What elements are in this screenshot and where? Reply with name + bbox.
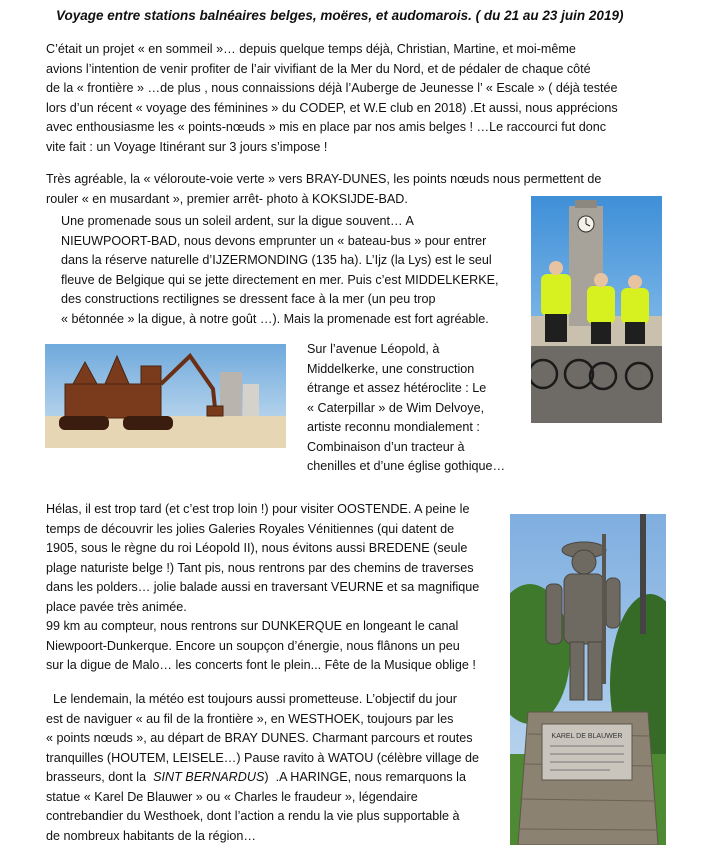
text-line: C’était un projet « en sommeil »… depuis quelque temps déjà, Christian, Martine, et moi-même	[46, 42, 576, 56]
text-line: contrebandier du Westhoek, dont l’action a rendu la vie plus supportable à	[46, 809, 460, 823]
text-line: Hélas, il est trop tard (et c’est trop loin !) pour visiter OOSTENDE. A peine le	[46, 502, 470, 516]
text-line: NIEUWPOORT-BAD, nous devons emprunter un « bateau-bus » pour entrer	[61, 233, 487, 248]
text-line: « Caterpillar » de Wim Delvoye,	[307, 400, 485, 415]
text-line: chenilles et d’une église gothique…	[307, 459, 506, 473]
text-line: lors d’un récent « voyage des féminines » du CODEP, et W.E club en 2018) .Et aussi, nous apprécions	[46, 100, 618, 115]
text-line: vite fait : un Voyage Itinérant sur 3 jours s’impose !	[46, 139, 328, 154]
text-line: statue « Karel De Blauwer » ou « Charles le fraudeur », légendaire	[46, 789, 418, 804]
plaque-text: KAREL DE BLAUWER	[551, 733, 623, 740]
text-line: avec enthousiasme les « points-nœuds » mis en place par nos amis belges ! …Le raccourci fut donc	[46, 120, 607, 134]
text-line	[46, 768, 479, 788]
text-line: Le lendemain, la météo est toujours aussi prometteuse. L’objectif du jour	[46, 692, 457, 706]
text-line: avions l’intention de venir profiter de l’air vivifiant de la Mer du Nord, et de pédaler de chaque côté	[46, 61, 591, 76]
text-line: Très agréable, la « véloroute-voie verte » vers BRAY-DUNES, les points nœuds nous permettent de	[46, 172, 602, 186]
text-line: Combinaison d’un tracteur à	[307, 439, 465, 454]
text-fragment: brasseurs, dont la	[46, 770, 154, 784]
sint-bernardus-text: SINT BERNARDUS	[153, 770, 265, 784]
paragraph-veloroute	[46, 170, 601, 209]
caterpillar-sculpture-photo	[45, 344, 286, 448]
text-line: « bétonnée » la digue, à notre goût …). Mais la promenade est fort agréable.	[61, 311, 489, 326]
text-line: fleuve de Belgique qui se jette directement en mer. Puis c’est MIDDELKERKE,	[61, 272, 499, 287]
text-line: des constructions rectilignes se dressent face à la mer (un peu trop	[61, 292, 436, 306]
text-line: étrange et assez hétéroclite : Le	[307, 381, 487, 395]
text-line: de nombreux habitants de la région…	[46, 828, 257, 843]
paragraph-intro	[46, 40, 618, 157]
text-fragment: ) .A HARINGE, nous remarquons la	[264, 770, 466, 784]
text-line: place pavée très animée.	[46, 599, 187, 614]
text-line: rouler « en musardant », premier arrêt- photo à KOKSIJDE-BAD.	[46, 191, 408, 206]
text-line: plage naturiste belge !) Tant pis, nous rentrons par des chemins de traverses	[46, 560, 474, 575]
text-line: artiste reconnu mondialement :	[307, 420, 480, 434]
page-title: Voyage entre stations balnéaires belges, moëres, et audomarois. ( du 21 au 23 juin 2019)	[56, 8, 624, 23]
paragraph-oostende	[46, 500, 479, 676]
text-line: 99 km au compteur, nous rentrons sur DUNKERQUE en longeant le canal	[46, 619, 459, 633]
text-line: 1905, sous le règne du roi Léopold II), nous évitons aussi BREDENE (seule	[46, 541, 468, 555]
paragraph-caterpillar	[307, 340, 505, 477]
text-line: Niewpoort-Dunkerque. Encore un soupçon d’énergie, nous flânons un peu	[46, 638, 460, 653]
text-line: de la « frontière » …de plus , nous connaissions déjà l’Auberge de Jeunesse l’ « Escale » ( déjà testée	[46, 81, 618, 95]
text-line: dans la réserve naturelle d’IJZERMONDING (135 ha). L’Ijz (la Lys) est le seul	[61, 253, 492, 267]
text-line: Middelkerke, une construction	[307, 361, 475, 376]
text-line: Sur l’avenue Léopold, à	[307, 342, 440, 356]
text-line: sur la digue de Malo… les concerts font le plein... Fête de la Musique oblige !	[46, 658, 476, 672]
text-line: « points nœuds », au départ de BRAY DUNES. Charmant parcours et routes	[46, 731, 473, 745]
cyclists-photo	[531, 196, 662, 423]
text-line: dans les polders… jolie balade aussi en traversant VEURNE et sa magnifique	[46, 580, 480, 594]
paragraph-lendemain	[46, 690, 479, 846]
text-line: Une promenade sous un soleil ardent, sur la digue souvent… A	[61, 214, 414, 228]
text-line: tranquilles (HOUTEM, LEISELE…) Pause ravito à WATOU (célèbre village de	[46, 750, 480, 765]
paragraph-promenade	[61, 212, 499, 329]
statue-photo	[510, 514, 666, 845]
text-line: est de naviguer « au fil de la frontière », en WESTHOEK, toujours par les	[46, 711, 454, 726]
text-line: temps de découvrir les jolies Galeries Royales Vénitiennes (qui datent de	[46, 521, 455, 536]
